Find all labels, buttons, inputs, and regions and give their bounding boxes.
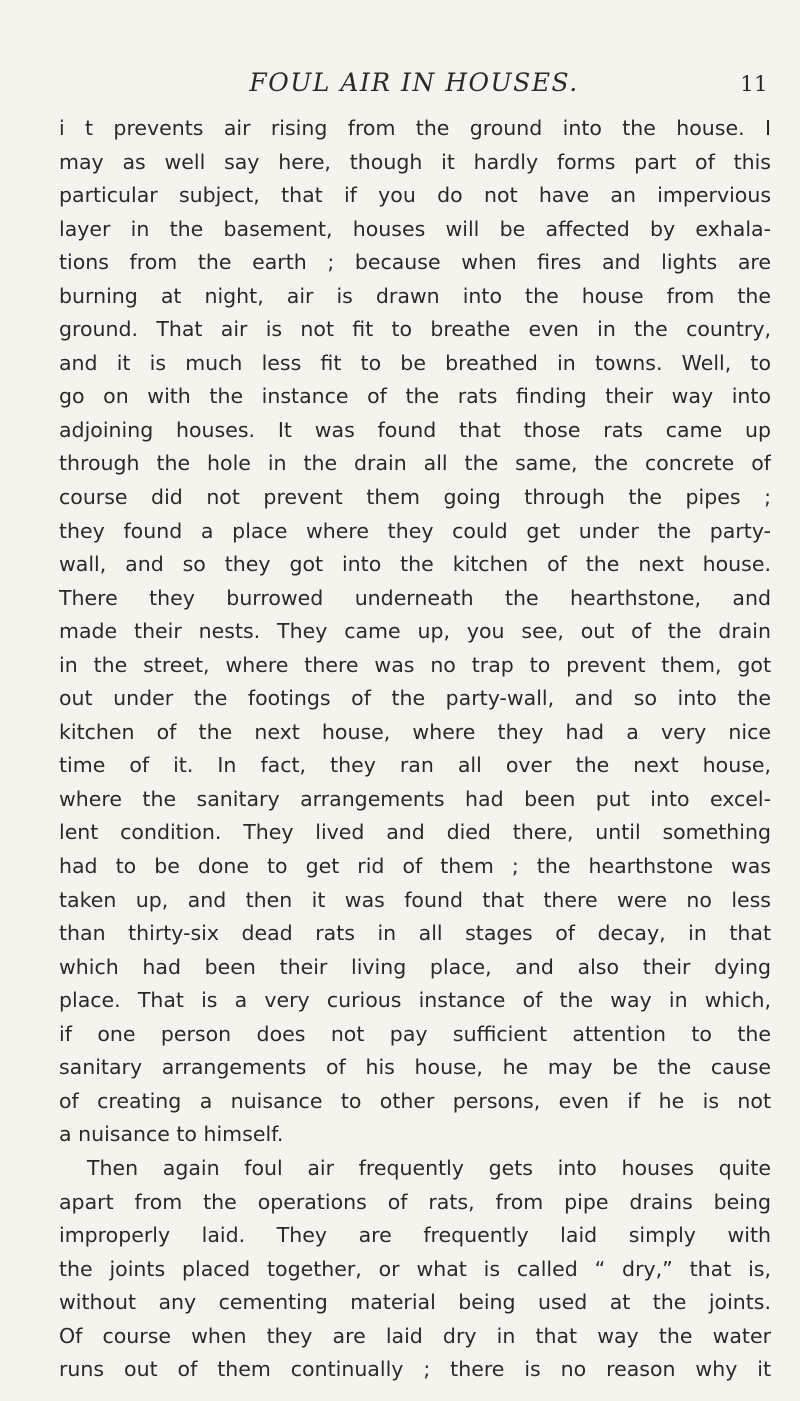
paragraph-end-line: a nuisance to himself. <box>59 1122 284 1147</box>
text-line: in the street, where there was no trap to prevent them, got <box>59 652 771 677</box>
text-line: through the hole in the drain all the same, the concrete of <box>59 451 771 476</box>
body-text <box>59 112 771 1387</box>
text-line: wall, and so they got into the kitchen of the next house. <box>59 552 771 577</box>
text-line: had to be done to get rid of them ; the hearthstone was <box>59 854 771 879</box>
text-line: go on with the instance of the rats finding their way into <box>59 384 771 409</box>
text-line: made their nests. They came up, you see, out of the drain <box>59 619 771 644</box>
running-title: FOUL AIR IN HOUSES. <box>249 68 579 97</box>
text-line: particular subject, that if you do not have an impervious <box>59 183 771 208</box>
text-line: runs out of them continually ; there is no reason why it <box>59 1357 771 1382</box>
text-line: i t prevents air rising from the ground into the house. I <box>59 116 771 140</box>
text-line: if one person does not pay sufficient attention to the <box>59 1021 771 1046</box>
text-line: taken up, and then it was found that there were no less <box>59 887 771 912</box>
text-line: of creating a nuisance to other persons, even if he is not <box>59 1088 771 1113</box>
text-line: adjoining houses. It was found that those rats came up <box>59 417 771 442</box>
text-line: than thirty-six dead rats in all stages of decay, in that <box>59 921 771 946</box>
text-line: improperly laid. They are frequently laid simply with <box>59 1223 771 1248</box>
text-line: course did not prevent them going through the pipes ; <box>59 485 771 510</box>
text-line: ground. That air is not fit to breathe even in the country, <box>59 317 771 342</box>
text-line: tions from the earth ; because when fires and lights are <box>59 250 771 275</box>
text-line: which had been their living place, and also their dying <box>59 954 771 979</box>
text-line: There they burrowed underneath the hearthstone, and <box>59 585 771 610</box>
running-head <box>60 68 768 104</box>
text-line: out under the footings of the party-wall, and so into the <box>59 686 771 711</box>
text-line: where the sanitary arrangements had been put into excel- <box>59 786 771 811</box>
text-line: the joints placed together, or what is called “ dry,” that is, <box>59 1256 771 1281</box>
text-line: apart from the operations of rats, from pipe drains being <box>59 1189 771 1214</box>
text-line: layer in the basement, houses will be affected by exhala- <box>59 216 771 241</box>
text-line: and it is much less fit to be breathed in towns. Well, to <box>59 350 771 375</box>
text-line: lent condition. They lived and died there, until something <box>59 820 771 845</box>
text-line: kitchen of the next house, where they had a very nice <box>59 719 771 744</box>
text-line: they found a place where they could get under the party- <box>59 518 771 543</box>
text-line: Of course when they are laid dry in that way the water <box>59 1323 771 1348</box>
text-line: without any cementing material being used at the joints. <box>59 1290 771 1315</box>
page-number: 11 <box>740 72 768 96</box>
text-line: may as well say here, though it hardly forms part of this <box>59 149 771 174</box>
text-line: place. That is a very curious instance of the way in which, <box>59 988 771 1013</box>
paragraph-start-line: Then again foul air frequently gets into houses quite <box>87 1155 771 1180</box>
text-line: burning at night, air is drawn into the house from the <box>59 283 771 308</box>
text-line: sanitary arrangements of his house, he may be the cause <box>59 1055 771 1080</box>
text-line: time of it. In fact, they ran all over the next house, <box>59 753 771 778</box>
